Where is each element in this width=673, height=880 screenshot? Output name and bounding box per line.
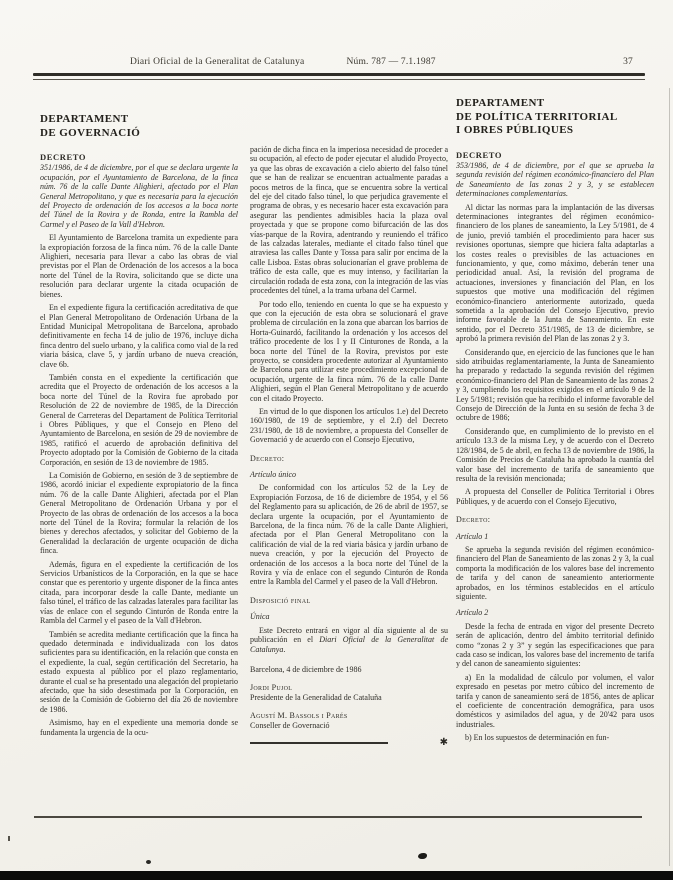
- department-title-line: DE POLÍTICA TERRITORIAL: [456, 110, 618, 123]
- paragraph: El Ayuntamiento de Barcelona tramita un expediente para la expropiación forzosa de la finca núm. 76 de la calle Dante Alighieri, necesaria para llevar a cabo las obras de vial previstas por el Plan de Ordenación de los accesos a la boca norte del Túnel de la Rovira, solicitando que se dicte una resolución para declarar urgente la citada ocupación de bienes.: [40, 233, 238, 299]
- article-heading-2: Artículo 2: [456, 608, 489, 618]
- department-title-line: DEPARTAMENT: [456, 97, 545, 109]
- paragraph: Considerando que, en cumplimiento de lo previsto en el artículo 13.3 de la misma Ley, y de acuerdo con el Decreto 128/1984, de 5 de abril, en fecha 13 de noviembre de 1986, la Comisión de Precios de Cataluña ha aprobado la cuantía del valor base del incremento de tarifa de saneamiento que resulta de la revisión mencionada;: [456, 426, 654, 483]
- signature-name: Jordi Pujol: [250, 683, 293, 693]
- scan-artifact: [146, 860, 151, 864]
- paragraph: Además, figura en el expediente la certificación de los Servicios Urbanísticos de la Corporación, en la que se hace constar que es perentorio y urgente disponer de la finca antes citada, para incorporar desde la calle Dante, mediante un falso túnel, el tráfico de las calzadas laterales para facilitar las vías de enlace con el segundo Cinturón de Ronda entre la Rambla del Carmel y el paseo de la Vall d'Hebron.: [40, 559, 238, 626]
- article-heading-unique: Artículo único: [250, 470, 296, 479]
- paragraph: También se acredita mediante certificación que la finca ha quedado determinada e individualizada con los datos suficientes para su identificación, en la relación que consta en el expediente, la cual, según certificación del Secretario, ha estado expuesta al público por el plazo reglamentario, durante el cual se ha presentado una alegación del propietario afectado, que ha sido desestimada por la Corporación, en sesión de la Comisión de Gobierno del día 26 de noviembre de 1986.: [40, 629, 238, 714]
- department-title-line: DEPARTAMENT: [40, 113, 129, 125]
- decree-label: DECRETO: [456, 149, 503, 160]
- final-disposition-text: Este Decreto entrará en vigor al día siguiente al de su publicación en el: [250, 625, 448, 645]
- article-body: Se aprueba la segunda revisión del régimen económico-financiero del Plan de Saneamiento de las zonas 2 y 3, la cual comporta la modificación de los valores base del incremento de tarifa y del canon de saneamiento anteriormente aprobados, en los términos establecidos en el artículo siguiente.: [456, 544, 654, 601]
- department-title-line: I OBRES PÚBLIQUES: [456, 124, 574, 136]
- place-and-date: Barcelona, 4 de diciembre de 1986: [250, 664, 362, 674]
- department-title-line: DE GOVERNACIÓ: [40, 126, 141, 139]
- article-body: Desde la fecha de entrada en vigor del presente Decreto serán de aplicación, dentro del ámbito territorial definido como “zonas 2 y 3” y según las especificaciones que para cada caso se indican, los valores base del incremento de tarifa y del canon de saneamiento siguientes:: [456, 621, 654, 669]
- scan-edge-bar: [0, 871, 673, 880]
- article-heading-1: Artículo 1: [456, 531, 489, 541]
- decree-enacting-word: Decreto:: [456, 515, 491, 525]
- paragraph: Por todo ello, teniendo en cuenta lo que se ha expuesto y que con la ejecución de esta obra se solucionará el grave problema de circulación en la zona que abarcan los barrios de Horta-Guinardó, facilitando la ordenación y los accesos del tráfico procedente de los I y II Cinturones de Ronda, a la boca norte del Túnel de la Rovira, previstos por este proyecto, se considera procedente autorizar al Ayuntamiento de Barcelona para utilizar este procedimiento excepcional de ocupación, urgente de la finca núm. 76 de la calle Dante Alighieri, según el Plan General Metropolitano y de acuerdo con el citado Proyecto.: [250, 299, 448, 403]
- scan-edge-line: [669, 88, 670, 866]
- separator-line: [250, 742, 388, 744]
- column-left-governacio: [40, 113, 238, 737]
- list-item-a: a) En la modalidad de cálculo por volumen, el valor expresado en pesetas por metro cúbico del incremento de tarifa y canon de saneamiento será de 18'56, antes de aplicar el coeficiente de concentración demográfica, para usos domésticos y asimilados del agua, y de 20'42 para usos industriales.: [456, 672, 654, 729]
- scan-artifact: [8, 836, 10, 841]
- page-number: 37: [623, 57, 633, 67]
- final-disposition-body: [250, 626, 448, 654]
- paragraph: A propuesta del Conseller de Política Territorial i Obres Públiques, y de acuerdo con el Consejo Ejecutivo,: [456, 487, 654, 506]
- list-item-b: b) En los supuestos de determinación en fun-: [465, 733, 610, 743]
- final-disposition-label: Disposició final: [250, 595, 311, 605]
- decree-separator: [250, 738, 448, 747]
- issue-number: Núm. 787 — 7.1.1987: [346, 57, 436, 67]
- department-title-governacio: [40, 113, 238, 140]
- page-header: [35, 57, 645, 67]
- article-body: De conformidad con los artículos 52 de la Ley de Expropiación Forzosa, de 16 de diciembre de 1954, y el 56 del Reglamento para su aplicación, de 26 de abril de 1957, se declara urgente la ocupación, por el Ayuntamiento de Barcelona, de la finca núm. 76 de la calle Dante Alighieri, afectada por el Plan General Metropolitano con la calificación de vial de la red viaria básica y jardín urbano de nueva creación, y por la ejecución del Proyecto de ordenación de los accesos a la boca norte del Túnel de la Rovira y vía de enlace con el segundo Cinturón de Ronda entre la Rambla del Carmel y el paseo de la Vall d'Hebron.: [250, 483, 448, 587]
- signature-name: Agustí M. Bassols i Parés: [250, 711, 348, 721]
- decree-summary: 353/1986, de 4 de diciembre, por el que se aprueba la segunda revisión del régimen económico-financiero del Plan de Saneamiento de las zonas 2 y 3, y se establecen determinaciones complementarias.: [456, 160, 654, 199]
- scan-artifact: [418, 853, 427, 859]
- decree-label: DECRETO: [40, 152, 87, 162]
- journal-title: Diari Oficial de la Generalitat de Catalunya: [130, 57, 305, 67]
- paragraph: La Comisión de Gobierno, en sesión de 3 de septiembre de 1986, acordó iniciar el expediente expropiatorio de la finca núm. 76 de la calle Dante Alighieri, afectada por el Plan General Metropolitano de Ordenación Urbana y por el Proyecto de las obras de ordenación de los accesos a la boca norte del Túnel de la Rovira; formular la relación de los bienes y derechos afectados, y solicitar del Gobierno de la Generalidad la declaración de urgente ocupación de dicha finca.: [40, 471, 238, 556]
- paragraph: Asimismo, hay en el expediente una memoria donde se fundamenta la urgencia de la ocu-: [40, 718, 238, 737]
- decree-summary: 351/1986, de 4 de diciembre, por el que se declara urgente la ocupación, por el Ayuntamiento de Barcelona, de la finca núm. 76 de la calle Dante Alighieri, afectado por el Plan General Metropolitano, y que es necesaria para la ejecución del Proyecto de ordenación de los accesos a la boca norte del Túnel de la Rovira y de Ronda, entre la Rambla del Carmel y el Paseo de la Vall d'Hebron.: [40, 163, 238, 229]
- paragraph: En el expediente figura la certificación acreditativa de que el Plan General Metropolitano de Ordenación Urbana de la Entidad Municipal Metropolitana de Barcelona, aprobado definitivamente en fecha 14 de julio de 1976, incluye dicha finca dentro del suelo urbano, y la califica como vial de la red viaria básica, clave 5, y jardín urbano de nueva creación, clave 6b.: [40, 303, 238, 369]
- header-rule-thin: [33, 79, 645, 80]
- header-rule-thick: [33, 73, 645, 76]
- signature-title: Conseller de Governació: [250, 720, 330, 730]
- paragraph: También consta en el expediente la certificación que acredita que el Proyecto de ordenación de los accesos a la boca norte del Túnel de la Rovira fue aprobado por Resolución de 22 de noviembre de 1985, de la Dirección General de Carreteras del Departament de Política Territorial i Obres Públiques, y que el Consejo en Pleno del Ayuntamiento de Barcelona, en sesión de 29 de noviembre de 1985, ratificó el acuerdo de aprobación definitiva del Proyecto adoptado por la Comisión de Gobierno de la citada Corporación, en sesión de 13 de noviembre de 1985.: [40, 372, 238, 467]
- column-middle-continuation: [250, 141, 448, 747]
- paragraph: pación de dicha finca en la imperiosa necesidad de proceder a su ocupación, al efecto de poder ejecutar el aludido Proyecto, ya que las obras de excavación a cielo abierto del falso túnel que se han de realizar se encuentran actualmente paradas a pocos metros de la finca, que se encuentra sobre la vertical del eje del citado falso túnel, lo que perjudica gravemente el programa de obras, y es necesario hacer esta excavación para asegurar las pendientes admisibles hacia la plaza oval proyectada y que se propone como bifurcación de las dos vías-parque de la Rovira, adentrando y reuniendo el tráfico de las calzadas laterales, mediante el citado falso túnel que atraviesa las calles Dante y Tossa para salir por encima de la calle Lisboa. Estas obras solucionarían el grave problema de tráfico de esta calle, que es muy intenso, y facilitarían la circulación rodada de esta zona, con la integración de las vías procedentes del túnel, a la trama urbana del Carmel.: [250, 145, 448, 296]
- signature-title: Presidente de la Generalidad de Cataluña: [250, 692, 382, 702]
- journal-name-italic: Diari Oficial de la Generalitat de Catalunya: [250, 635, 448, 654]
- final-disposition-text-end: .: [283, 644, 286, 654]
- paragraph: Considerando que, en ejercicio de las funciones que le han sido atribuidas reglamentariamente, la Junta de Saneamiento ha preparado y redactado la segunda revisión del régimen económico-financiero del Plan de Saneamiento de las zonas 2 y 3, cumpliendo los requisitos exigidos en el artículo 9 de la Ley 5/1981; revisión que ha recibido el informe favorable del Consejo de Dirección de la Junta en su sesión de fecha 3 de octubre de 1986;: [456, 347, 654, 423]
- department-title-politica: [456, 97, 654, 138]
- footer-rule: [34, 816, 642, 818]
- column-right-politica: [456, 97, 654, 743]
- paragraph: Al dictar las normas para la implantación de las diversas determinaciones integrantes del régimen económico-financiero de los planes de saneamiento, la Ley 5/1981, de 4 de junio, previó también el procedimiento para hacer sus revisiones oportunas, siempre que hiciera falta adaptarlas a los costes reales o previsibles de las actuaciones en funcionamiento, y que, como máximo, deberán tener una periodicidad anual. Así, la revisión del programa de actuaciones, inversiones y financiación del Plan, en los supuestos que motive una modificación del régimen económico-financiero anteriormente autorizado, queda sometida a la aprobación del Consejo Ejecutivo, previo informe favorable de la Junta de Saneamiento. En este sentido, por el Decreto 351/1985, de 13 de diciembre, se aprobó la primera revisión del Plan de las zonas 2 y 3.: [456, 202, 654, 344]
- asterisk-mark: ✱: [439, 736, 448, 748]
- final-disposition-name: Única: [250, 612, 270, 622]
- paragraph: En virtud de lo que disponen los artículos 1.e) del Decreto 160/1980, de 19 de septiembre, y el 2.f) del Decreto 231/1980, de 18 de noviembre, a propuesta del Conseller de Governació y de acuerdo con el Consejo Ejecutivo,: [250, 406, 448, 445]
- decree-enacting-word: Decreto:: [250, 453, 285, 463]
